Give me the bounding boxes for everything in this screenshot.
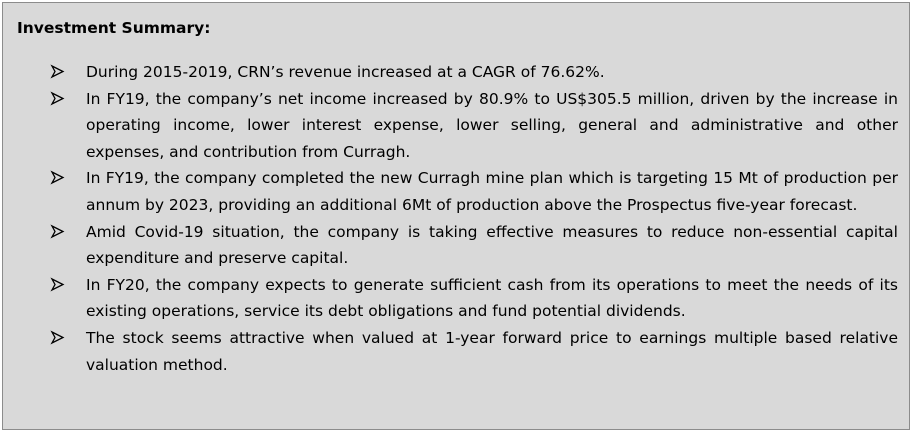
- summary-bullet-item: [50, 325, 898, 378]
- bullet-text: In FY20, the company expects to generate sufficient cash from its operations to meet the needs of its existing operations, service its debt obligations and fund potential dividends.: [86, 275, 898, 321]
- bullet-text: In FY19, the company completed the new Curragh mine plan which is targeting 15 Mt of production per annum by 2023, providing an additional 6Mt of production above the Prospectus five-year forecast.: [86, 169, 898, 214]
- arrowhead-bullet-icon: [50, 272, 66, 298]
- summary-bullet-item: [50, 86, 898, 166]
- summary-bullet-item: [50, 59, 898, 86]
- bullet-text: During 2015-2019, CRN’s revenue increased at a CAGR of 76.62%.: [86, 63, 605, 81]
- summary-bullet-item: [50, 165, 898, 218]
- arrowhead-bullet-icon: [50, 165, 66, 191]
- summary-bullet-list: [50, 59, 898, 378]
- investment-summary-box: [2, 2, 910, 430]
- summary-title: Investment Summary:: [17, 19, 211, 37]
- arrowhead-bullet-icon: [50, 86, 66, 112]
- arrowhead-bullet-icon: [50, 325, 66, 351]
- summary-bullet-item: [50, 219, 898, 272]
- bullet-text: In FY19, the company’s net income increased by 80.9% to US$305.5 million, driven by the increase in operating income, lower interest expense, lower selling, general and administrative and other expenses, and contribution from Curragh.: [86, 89, 898, 161]
- bullet-text: Amid Covid-19 situation, the company is taking effective measures to reduce non-essential capital expenditure and preserve capital.: [86, 222, 898, 268]
- arrowhead-bullet-icon: [50, 219, 66, 245]
- arrowhead-bullet-icon: [50, 59, 66, 85]
- summary-bullet-item: [50, 272, 898, 325]
- bullet-text: The stock seems attractive when valued at 1-year forward price to earnings multiple based relative valuation method.: [86, 328, 898, 374]
